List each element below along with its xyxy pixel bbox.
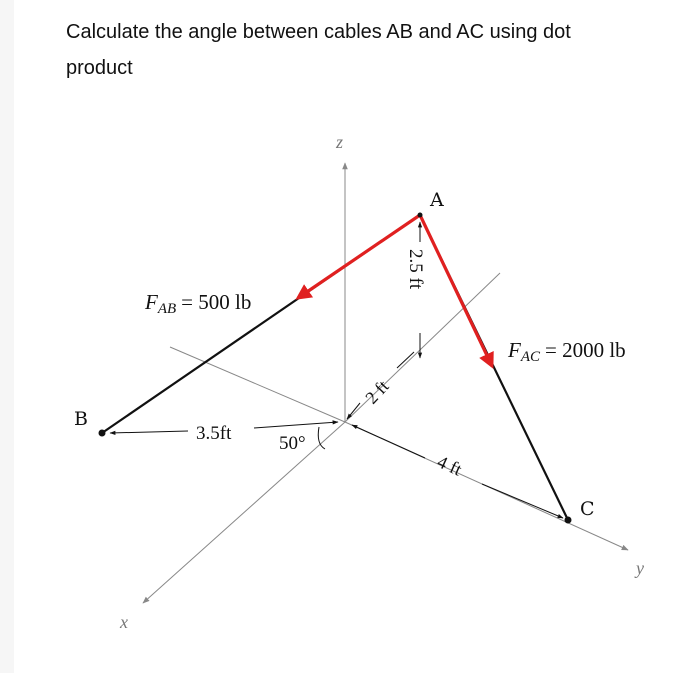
force-ac-value: = 2000 lb xyxy=(545,338,626,362)
force-ac-subscript: AC xyxy=(520,349,540,365)
dim-along-b-start xyxy=(110,431,188,433)
force-ab-label xyxy=(144,290,251,317)
y-axis-label: y xyxy=(636,558,644,578)
dim-offset-lower xyxy=(347,403,360,419)
force-ac-symbol: F xyxy=(508,338,521,362)
question-line-2: product xyxy=(66,57,133,79)
point-a-dot xyxy=(418,213,423,218)
force-ab-symbol: F xyxy=(145,290,158,314)
force-ac-label xyxy=(507,338,626,365)
force-arrow-ab xyxy=(298,215,420,298)
dim-along-y-start xyxy=(352,425,425,458)
point-b-dot xyxy=(99,430,106,437)
question-line-1: Calculate the angle between cables AB and AC using dot xyxy=(66,21,571,43)
force-ab-value: = 500 lb xyxy=(181,290,252,314)
force-arrows xyxy=(298,215,492,366)
z-axis-label: z xyxy=(336,132,344,152)
dim-height-label: 2.5 ft xyxy=(405,249,426,290)
point-c-dot xyxy=(565,517,572,524)
dim-along-y-label: 4 ft xyxy=(434,451,465,480)
point-b-label: B xyxy=(74,408,88,430)
y-axis-negative xyxy=(170,347,345,422)
dim-along-y-end xyxy=(482,484,563,518)
point-a-label: A xyxy=(430,189,444,211)
force-ab-subscript: AB xyxy=(157,301,177,317)
points xyxy=(99,213,572,524)
x-axis-label: x xyxy=(120,612,128,632)
dim-offset-upper xyxy=(397,352,414,368)
dim-along-b-end xyxy=(254,422,338,428)
dim-along-b-label: 3.5ft xyxy=(196,423,232,444)
point-c-label: C xyxy=(580,498,595,520)
dim-offset-label: 2 ft xyxy=(361,376,393,408)
axes xyxy=(143,163,628,603)
angle-label: 50° xyxy=(279,433,306,454)
x-axis xyxy=(143,422,345,603)
cables xyxy=(102,215,568,520)
